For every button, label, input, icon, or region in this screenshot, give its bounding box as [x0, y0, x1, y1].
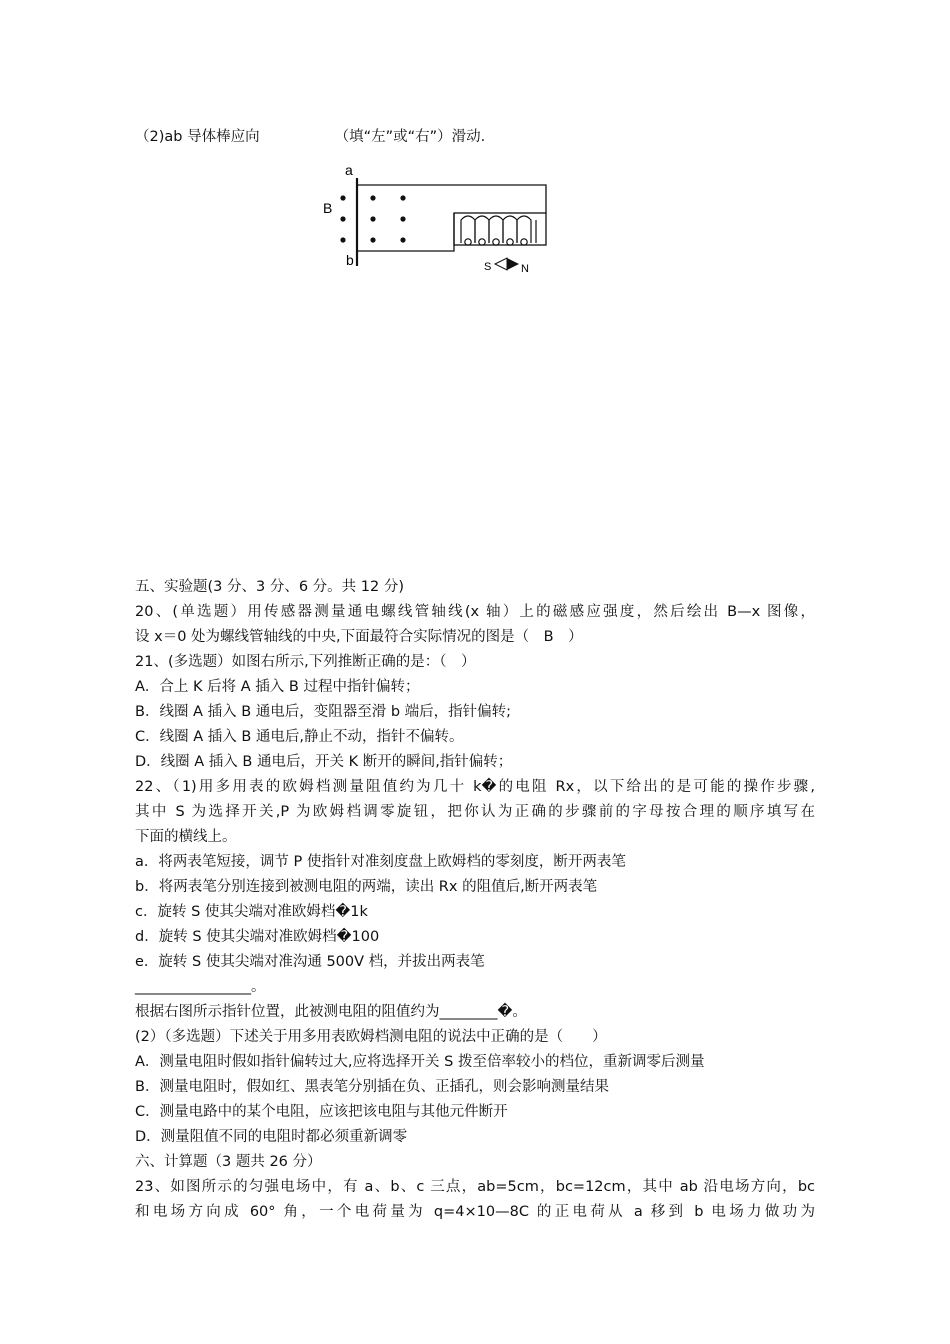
q22-step-d: d．旋转 S 使其尖端对准欧姆档�100 [135, 929, 380, 945]
section-five-heading: 五、实验题(3 分、3 分、6 分。共 12 分) [135, 579, 404, 595]
q21-option-c: C．线圈 A 插入 B 通电后,静止不动，指针不偏转。 [135, 729, 464, 745]
magnetic-field-dots [340, 195, 405, 242]
q23-line-1: 23、如图所示的匀强电场中，有 a、b、c 三点，ab=5cm，bc=12cm，其中 ab 沿电场方向，bc [135, 1179, 815, 1195]
compass-needle-icon [495, 258, 519, 270]
upper-wire [357, 185, 546, 213]
question-suffix: （填“左”或“右”）滑动. [334, 129, 486, 145]
q21-option-d: D．线圈 A 插入 B 通电后，开关 K 断开的瞬间,指针偏转； [135, 754, 513, 770]
q21-stem: 21、(多选题）如图右所示,下列推断正确的是：（ ） [135, 654, 476, 670]
q20-line-2: 设 x＝0 处为螺线管轴线的中央,下面最符合实际情况的图是（ B ） [135, 629, 583, 645]
q22-part2-option-a: A．测量电阻时假如指针偏转过大,应将选择开关 S 拨至倍率较小的档位，重新调零后测量 [135, 1054, 705, 1070]
q22-part2-stem: (2）（多选题）下述关于用多用表欧姆档测电阻的说法中正确的是（ ） [135, 1029, 607, 1045]
circuit-figure [318, 158, 558, 278]
label-b: b [346, 252, 354, 268]
q22-resistance-reading: 根据右图所示指针位置，此被测电阻的阻值约为________�。 [135, 1004, 527, 1020]
q21-option-a: A．合上 K 后将 A 插入 B 过程中指针偏转； [135, 679, 420, 695]
q23-line-2: 和电场方向成 60° 角，一个电荷量为 q=4×10—8C 的正电荷从 a 移到 b 电场力做功为 [135, 1204, 815, 1220]
q21-option-b: B．线圈 A 插入 B 通电后，变阻器至滑 b 端后，指针偏转; [135, 704, 512, 720]
q22-line-3: 下面的横线上。 [135, 829, 237, 845]
label-a: a [345, 162, 353, 178]
q20-line-1: 20、(单选题）用传感器测量通电螺线管轴线(x 轴）上的磁感应强度，然后绘出 B—x 图像， [135, 604, 815, 620]
question-prefix: （2)ab 导体棒应向 [135, 129, 260, 145]
section-six-heading: 六、计算题（3 题共 26 分） [135, 1154, 322, 1170]
label-N: N [521, 263, 529, 275]
q22-step-b: b．将两表笔分别连接到被测电阻的两端，读出 Rx 的阻值后,断开两表笔 [135, 879, 598, 895]
solenoid-coil [461, 216, 536, 245]
q22-answer-blank: ________________。 [135, 979, 266, 995]
label-S: S [484, 261, 492, 273]
q22-line-2: 其中 S 为选择开关,P 为欧姆档调零旋钮，把你认为正确的步骤前的字母按合理的顺序填写在 [135, 804, 815, 820]
q22-step-e: e．旋转 S 使其尖端对准沟通 500V 档，并拔出两表笔 [135, 954, 485, 970]
question-ab-direction [135, 127, 815, 147]
q22-part2-option-c: C．测量电路中的某个电阻，应该把该电阻与其他元件断开 [135, 1104, 508, 1120]
q22-line-1: 22、（1)用多用表的欧姆档测量阻值约为几十 k�的电阻 Rx，以下给出的是可能的操作步骤, [135, 779, 815, 795]
q22-part2-option-d: D．测量阻值不同的电阻时都必须重新调零 [135, 1129, 408, 1145]
q22-step-a: a．将两表笔短接，调节 P 使指针对准刻度盘上欧姆档的零刻度，断开两表笔 [135, 854, 626, 870]
label-B: B [323, 200, 333, 216]
q22-step-c: c．旋转 S 使其尖端对准欧姆档�1k [135, 904, 368, 920]
q22-part2-option-b: B．测量电阻时，假如红、黑表笔分别插在负、正插孔，则会影响测量结果 [135, 1079, 609, 1095]
